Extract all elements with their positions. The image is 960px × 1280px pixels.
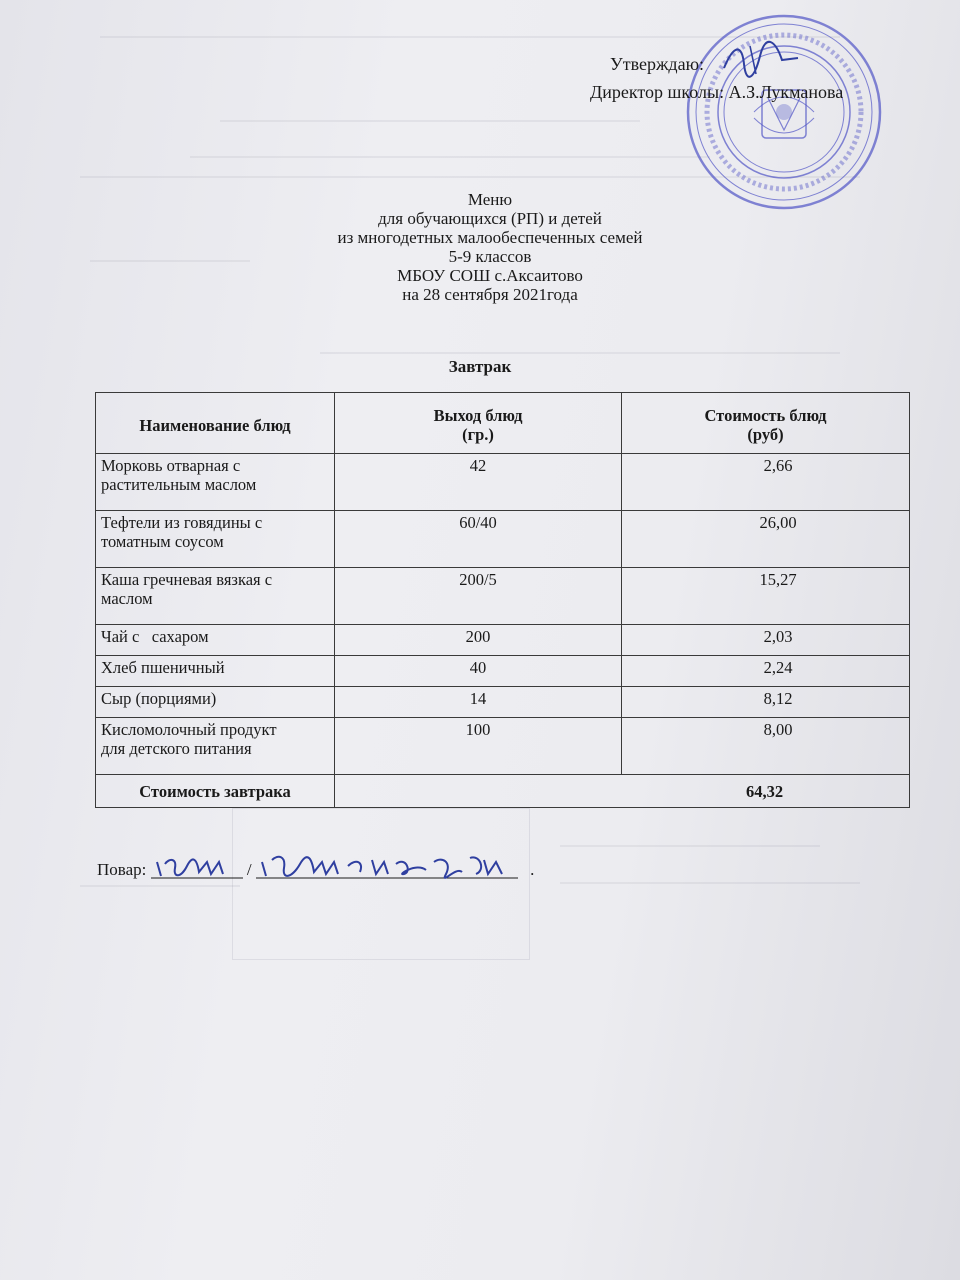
dish-weight: 14 (335, 687, 622, 718)
dish-name-line: Тефтели из говядины с (101, 513, 263, 532)
title-line: Меню (467, 190, 513, 209)
signature-separator: / (246, 860, 252, 879)
dish-cost: 26,00 (622, 511, 910, 568)
title-line: для обучающихся (РП) и детей (378, 209, 602, 228)
dish-cost: 2,66 (622, 454, 910, 511)
dish-name (96, 568, 335, 625)
dish-cost: 2,03 (622, 625, 910, 656)
title-line: 5-9 классов (448, 247, 532, 266)
dish-name (96, 625, 335, 656)
dish-name-line: Морковь отварная с (101, 456, 241, 475)
dish-name-line: Хлеб пшеничный (101, 658, 225, 677)
menu-table (95, 392, 910, 808)
title-line: из многодетных малообеспеченных семей (337, 228, 643, 247)
dish-cost: 8,00 (622, 718, 910, 775)
header-weight (335, 393, 622, 454)
table-header-row (96, 393, 910, 454)
bleed-through-line (80, 885, 240, 887)
dish-name-line: растительным маслом (101, 475, 257, 494)
table-row (96, 454, 910, 511)
bleed-through-line (560, 845, 820, 847)
total-value: 64,32 (335, 775, 910, 808)
dish-name (96, 511, 335, 568)
table-row (96, 687, 910, 718)
table-row (96, 718, 910, 775)
dish-name (96, 656, 335, 687)
title-line: МБОУ СОШ с.Аксаитово (397, 266, 583, 285)
cook-signature-line (97, 852, 534, 880)
approve-label: Утверждаю: (610, 54, 705, 74)
bleed-through-box (232, 808, 530, 960)
bleed-through-line (190, 156, 710, 158)
header-dish-name (96, 393, 335, 454)
dish-weight: 42 (335, 454, 622, 511)
bleed-through-line (90, 260, 250, 262)
dish-cost: 8,12 (622, 687, 910, 718)
cook-signature-full (256, 852, 526, 880)
cook-label: Повар: (97, 860, 147, 879)
table-row (96, 625, 910, 656)
table-row (96, 568, 910, 625)
dish-name-line: маслом (101, 589, 153, 608)
director-line: Директор школы: А.З.Лукманова (590, 82, 844, 102)
dish-name (96, 718, 335, 775)
document-title (250, 190, 730, 304)
table-row (96, 511, 910, 568)
header-cost-unit: (руб) (747, 425, 784, 444)
header-dish-name-label: Наименование блюд (139, 415, 291, 435)
bleed-through-line (320, 352, 840, 354)
title-line: на 28 сентября 2021года (402, 285, 578, 304)
dish-cost: 2,24 (622, 656, 910, 687)
total-label: Стоимость завтрака (96, 775, 335, 808)
dish-weight: 100 (335, 718, 622, 775)
dish-weight: 60/40 (335, 511, 622, 568)
dish-cost: 15,27 (622, 568, 910, 625)
dish-weight: 40 (335, 656, 622, 687)
approval-block (590, 50, 843, 106)
dish-name (96, 454, 335, 511)
cook-signature-short (151, 854, 243, 880)
dish-name-line: Чай с сахаром (101, 627, 209, 646)
header-cost (622, 393, 910, 454)
signature-end: . (530, 860, 535, 879)
dish-name-line: Каша гречневая вязкая с (101, 570, 273, 589)
dish-name-line: для детского питания (101, 739, 252, 758)
table-row (96, 656, 910, 687)
bleed-through-line (560, 882, 860, 884)
total-row (96, 775, 910, 808)
header-weight-label: Выход блюд (433, 406, 523, 425)
header-cost-label: Стоимость блюд (704, 406, 827, 425)
dish-name (96, 687, 335, 718)
dish-name-line: томатным соусом (101, 532, 224, 551)
header-weight-unit: (гр.) (462, 425, 494, 444)
dish-name-line: Сыр (порциями) (101, 689, 217, 708)
dish-name-line: Кисломолочный продукт (101, 720, 277, 739)
dish-weight: 200/5 (335, 568, 622, 625)
bleed-through-line (220, 120, 640, 122)
meal-heading: Завтрак (448, 357, 512, 376)
dish-weight: 200 (335, 625, 622, 656)
